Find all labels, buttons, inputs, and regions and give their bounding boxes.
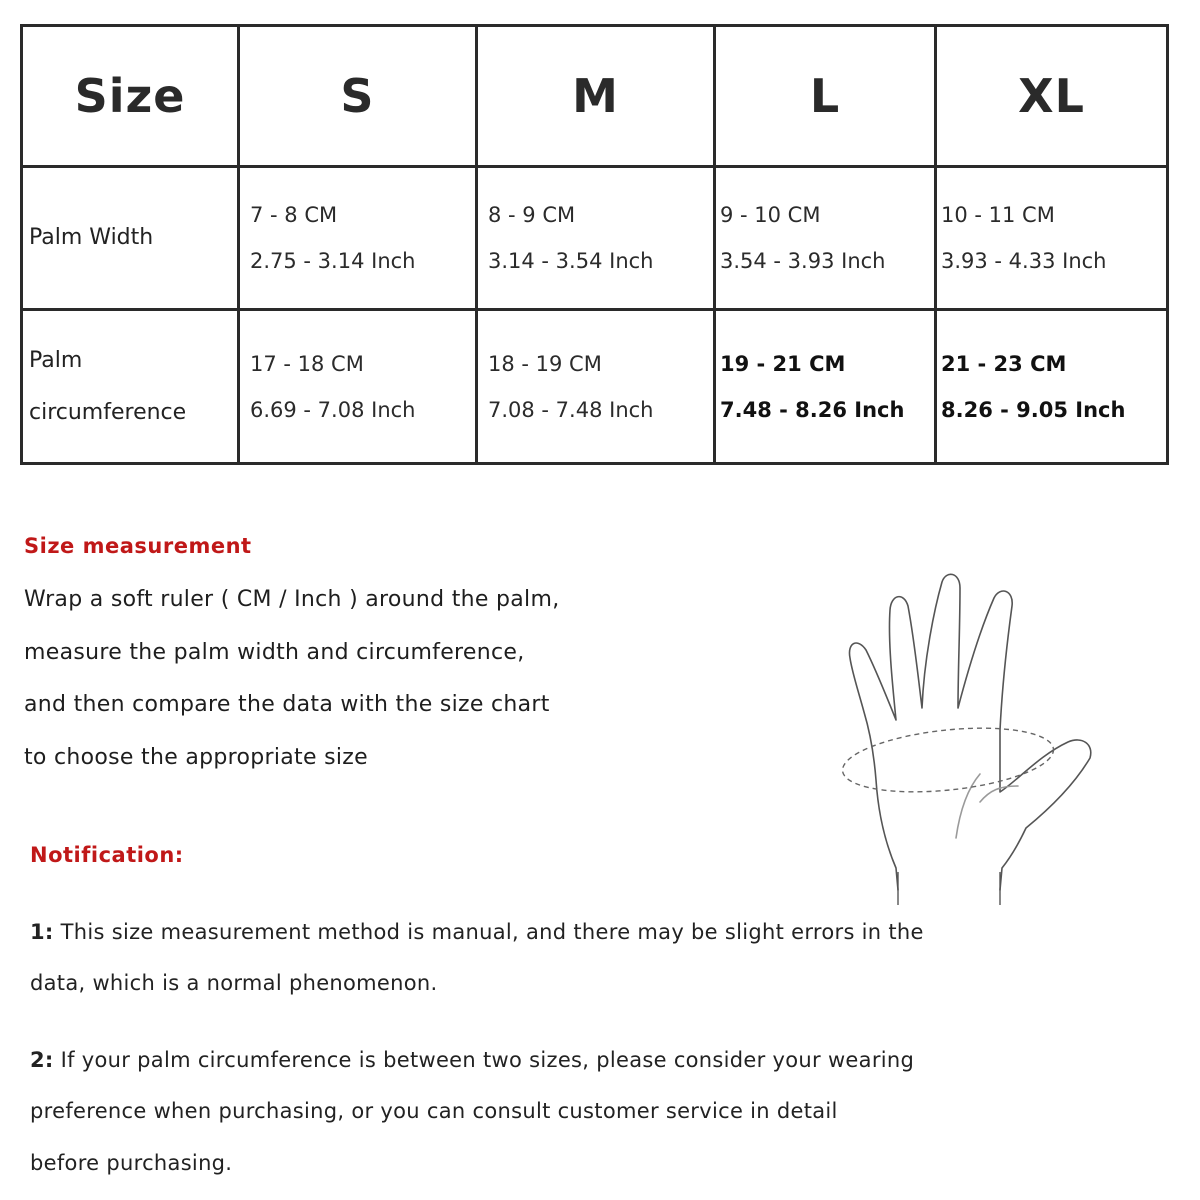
row-label-line: Palm Width [29,225,154,250]
value-cm: 18 - 19 CM [488,351,602,376]
notice-1-line: data, which is a normal phenomenon. [30,971,438,995]
cell-s-palm-circumference [239,310,477,464]
header-s: S [239,26,477,167]
value-cm: 7 - 8 CM [250,203,338,227]
row-label-palm-circumference [22,310,239,464]
header-l: L [715,26,936,167]
table-row-palm-circumference [22,310,1168,464]
size-chart-table [20,24,1169,465]
cell-xl-palm-circumference [936,310,1168,464]
value-inch: 7.48 - 8.26 Inch [720,397,905,422]
notice-2-line [30,1048,914,1072]
instruction-line: to choose the appropriate size [24,745,368,770]
notice-2-line: before purchasing. [30,1151,233,1175]
notice-number: 2: [30,1048,54,1072]
header-m: M [477,26,715,167]
value-inch: 8.26 - 9.05 Inch [941,397,1126,422]
value-inch: 6.69 - 7.08 Inch [250,397,416,422]
value-inch: 2.75 - 3.14 Inch [250,249,416,273]
hand-outline-icon [849,574,1090,890]
cell-s-palm-width [239,167,477,310]
palm-line-icon [980,786,1018,802]
cell-l-palm-circumference [715,310,936,464]
table-row-palm-width [22,167,1168,310]
value-inch: 3.93 - 4.33 Inch [941,249,1107,273]
cell-xl-palm-width [936,167,1168,310]
value-cm: 9 - 10 CM [720,203,821,227]
notice-text: This size measurement method is manual, and there may be slight errors in the [60,920,924,944]
row-label-line: circumference [29,399,187,425]
notice-number: 1: [30,920,54,944]
palm-line-icon [956,774,980,838]
value-cm: 19 - 21 CM [720,351,846,376]
cell-m-palm-circumference [477,310,715,464]
header-size: Size [22,26,239,167]
value-cm: 17 - 18 CM [250,351,364,376]
value-inch: 3.54 - 3.93 Inch [720,249,886,273]
row-label-line: Palm [29,347,83,373]
cell-m-palm-width [477,167,715,310]
notice-2-line: preference when purchasing, or you can consult customer service in detail [30,1099,838,1123]
table-header-row [22,26,1168,167]
instruction-line: and then compare the data with the size chart [24,692,550,717]
notice-text: If your palm circumference is between two sizes, please consider your wearing [60,1048,915,1072]
notice-1-line [30,920,924,944]
hand-measurement-illustration [830,560,1110,910]
notification-heading: Notification: [30,843,184,867]
header-xl: XL [936,26,1168,167]
value-inch: 7.08 - 7.48 Inch [488,397,654,422]
row-label-palm-width [22,167,239,310]
measuring-tape-icon [839,719,1056,801]
value-cm: 8 - 9 CM [488,203,576,227]
instruction-line: Wrap a soft ruler ( CM / Inch ) around the palm, [24,587,560,612]
size-measurement-heading: Size measurement [24,534,252,558]
cell-l-palm-width [715,167,936,310]
value-cm: 21 - 23 CM [941,351,1067,376]
value-cm: 10 - 11 CM [941,203,1055,227]
value-inch: 3.14 - 3.54 Inch [488,249,654,273]
instruction-line: measure the palm width and circumference, [24,640,525,665]
